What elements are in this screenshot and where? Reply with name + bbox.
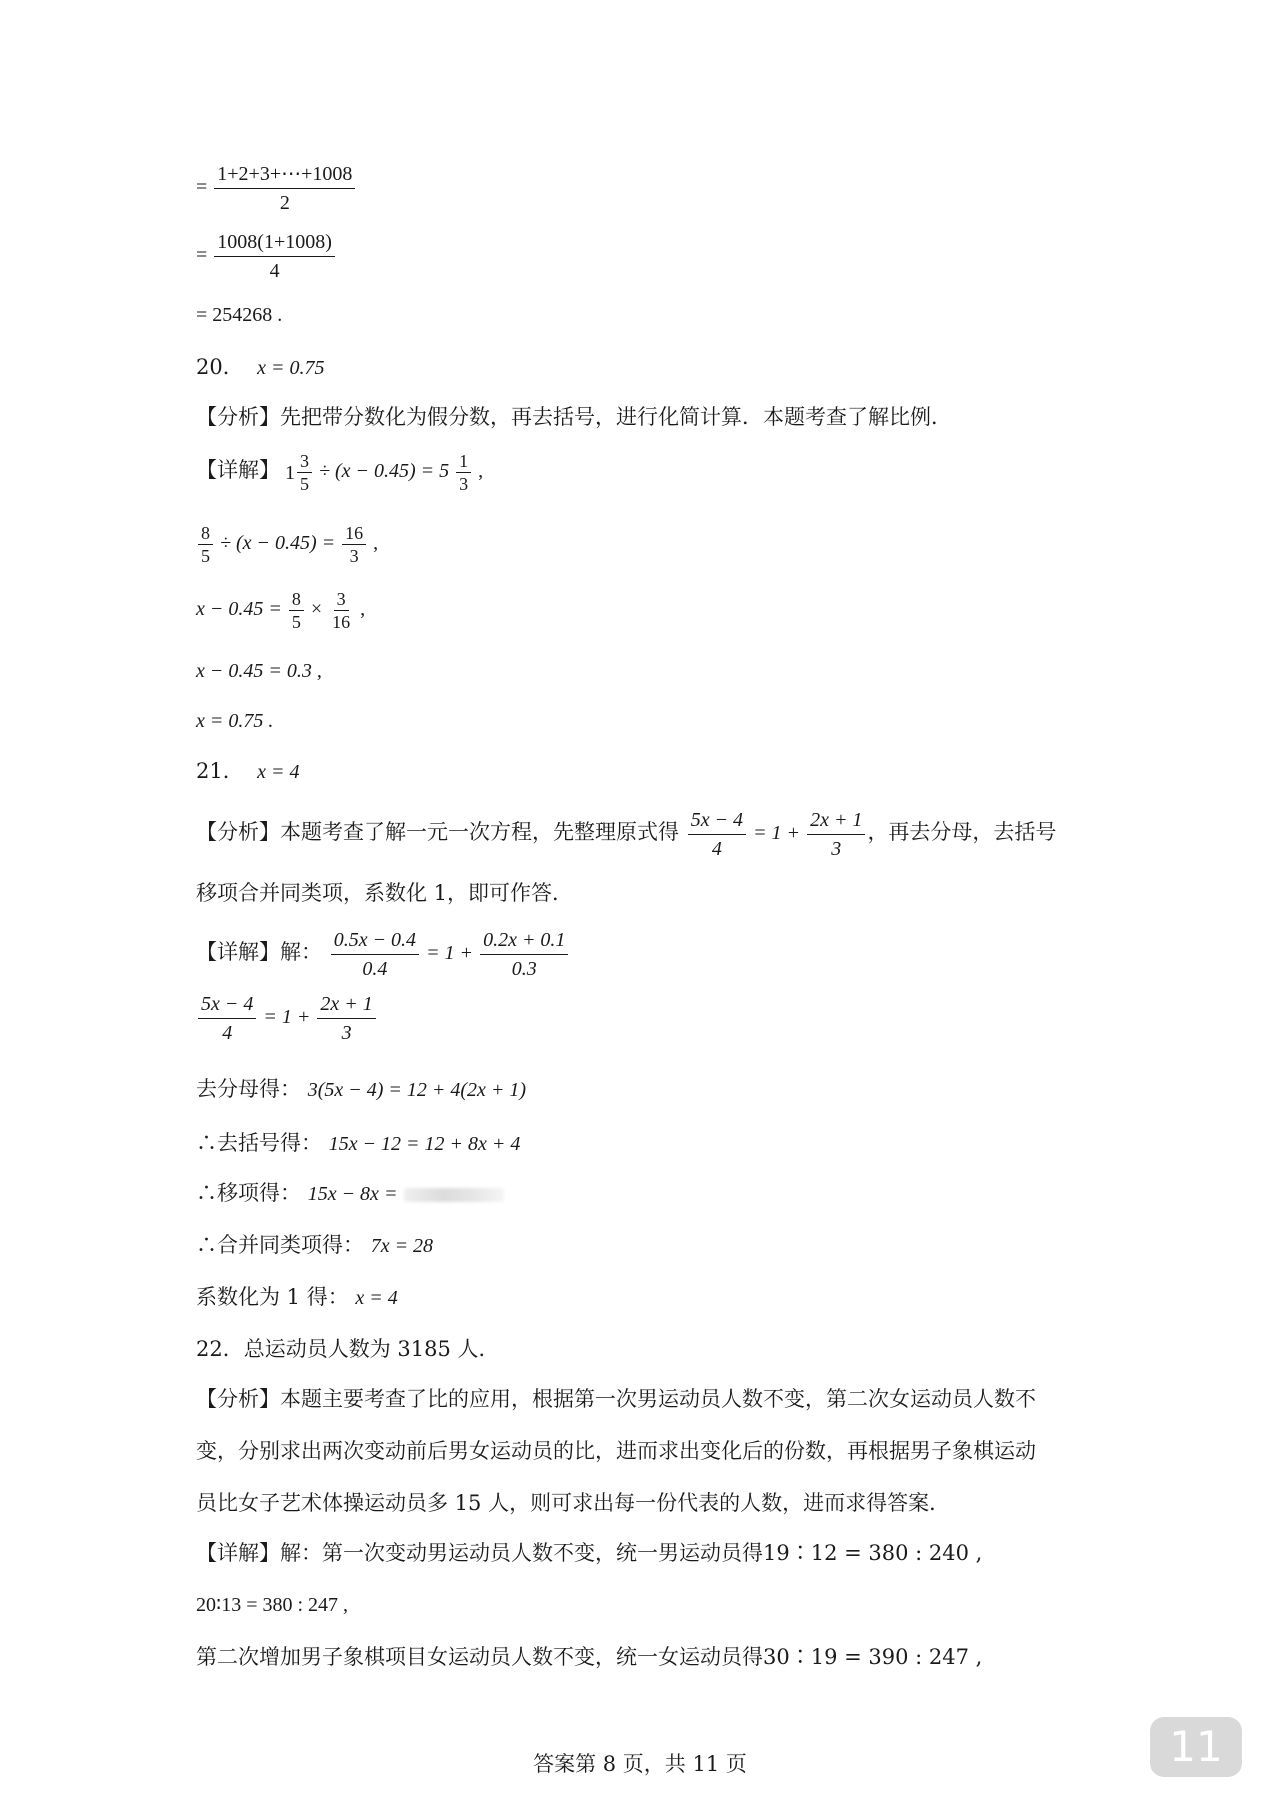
q22-analysis-line3: 员比女子艺术体操运动员多 15 人，则可求出每一份代表的人数，进而求得答案． (196, 1491, 951, 1515)
q21-step-move-terms: ∴移项得： 15x − 8x = (196, 1178, 504, 1209)
q22-analysis-line2: 变，分别求出两次变动前后男女运动员的比，进而求出变化后的份数，再根据男子象棋运动 (196, 1439, 1036, 1463)
q20-detail-line5: x = 0.75 . (196, 710, 274, 732)
q21-step-brackets: ∴去括号得： 15x − 12 = 12 + 8x + 4 (196, 1131, 521, 1155)
redacted-blur (404, 1188, 504, 1202)
step-fraction-product: = $\frac{1008(1+1008)}{4}$ (196, 228, 337, 285)
step-result: = 254268 . (196, 304, 283, 326)
q22-detail-line2: 20∶13 = 380 : 247 , (196, 1594, 349, 1616)
q21-detail-line2: $\frac{5x - 4}{4}$ = 1 + $\frac{2x + 1}{3}$ (196, 990, 378, 1047)
q20-heading: 20． x = 0.75 (196, 355, 325, 379)
q21-heading: 21． x = 4 (196, 759, 300, 783)
page-number-badge[interactable]: 11 (1150, 1717, 1242, 1777)
q20-detail-line1: 【详解】 1 $\frac{3}{5}$ ÷ (x − 0.45) = 5 $\frac{1}{3}$ , (196, 451, 484, 494)
q20-detail-line4: x − 0.45 = 0.3 , (196, 660, 322, 682)
q20-detail-line2: $\frac{8}{5}$ ÷ (x − 0.45) = $\frac{16}{3}$ , (196, 522, 378, 567)
q22-heading: 22．总运动员人数为 3185 人． (196, 1337, 500, 1361)
q21-step-combine: ∴合并同类项得： 7x = 28 (196, 1233, 434, 1257)
q22-analysis-line1: 【分析】本题主要考查了比的应用，根据第一次男运动员人数不变，第二次女运动员人数不 (196, 1387, 1036, 1411)
step-fraction-sum: = $\frac{1+2+3+\cdots+1008}{2}$ (196, 160, 357, 217)
q21-step-coefficient: 系数化为 1 得： x = 4 (196, 1285, 398, 1309)
q22-detail-line3: 第二次增加男子象棋项目女运动员人数不变，统一女运动员得30∶19 = 390 : 247 , (196, 1645, 983, 1669)
q22-detail-line1: 【详解】解：第一次变动男运动员人数不变，统一男运动员得19∶12 = 380 : 240 , (196, 1541, 983, 1565)
q20-detail-line3: x − 0.45 = $\frac{8}{5}$ × $\frac{3}{16}$ , (196, 589, 366, 632)
q21-analysis-line2: 移项合并同类项，系数化 1，即可作答． (196, 881, 574, 905)
q21-analysis-line1: 【分析】本题考查了解一元一次方程，先整理原式得 $\frac{5x - 4}{4}$ = 1 + $\frac{2x + 1}{3}$ ，再去分母，去括号 (196, 806, 1056, 863)
q21-step-denominator: 去分母得： 3(5x − 4) = 12 + 4(2x + 1) (196, 1077, 527, 1101)
q20-analysis: 【分析】先把带分数化为假分数，再去括号，进行化简计算．本题考查了解比例． (196, 405, 952, 429)
page-footer: 答案第 8 页，共 11 页 (533, 1752, 747, 1776)
q21-detail-line1: 【详解】解： $\frac{0.5x - 0.4}{0.4}$ = 1 + $\frac{0.2x + 0.1}{0.3}$ (196, 926, 570, 983)
